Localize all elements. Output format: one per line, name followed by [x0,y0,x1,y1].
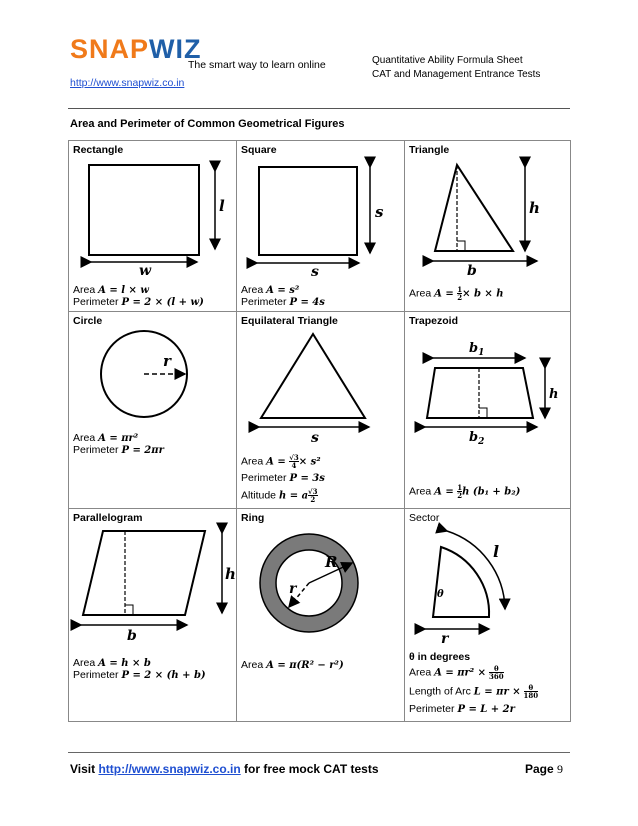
fraction: $\frac{√3}{2}$ [308,487,318,504]
snapwiz-logo: SNAPWIZ [70,34,202,64]
label-b: b [127,628,137,644]
figure-name: Ring [241,512,265,524]
arc-length-formula: Length of Arc L = πr × $\frac{\theta}{180}$ [409,683,539,700]
cell-ring [237,509,405,722]
figure-name: Trapezoid [409,315,459,327]
label-b2: $b_2$ [469,430,485,447]
label-s: s [311,430,319,446]
cell-equilateral-triangle [237,312,405,509]
fraction: $\frac{√3}{4}$ [289,453,299,470]
figure-name: Circle [73,315,103,327]
cell-square [237,141,405,312]
cell-circle [69,312,237,509]
header-url-link[interactable]: http://www.snapwiz.co.in [70,77,185,89]
area-formula: Area A = $\frac{1}{2}$ × b × h [409,285,504,302]
header-divider [68,108,570,109]
footer-text: Visit http://www.snapwiz.co.in for free mock CAT tests [70,762,379,776]
perimeter-formula: Perimeter P = 2 × (l + w) [73,296,204,308]
area-formula: Area A = $\frac{1}{2}$ h (b₁ + b₂) [409,483,521,500]
perimeter-formula: Perimeter P = 2 × (h + b) [73,669,206,681]
footer-divider [68,752,570,753]
figure-name: Square [241,144,277,156]
area-formula: Area A = πr² × $\frac{\theta}{360}$ [409,664,504,681]
perimeter-formula: Perimeter P = 3s [241,472,325,484]
label-h: h [549,387,559,402]
figure-name: Triangle [409,144,450,156]
label-theta: θ [437,589,444,600]
label-h: h [225,565,236,583]
label-r: r [289,581,297,597]
trapezoid-figure [405,312,571,508]
figure-name: Parallelogram [73,512,143,524]
perimeter-formula: Perimeter P = 2πr [73,444,164,456]
altitude-formula: Altitude h = a $\frac{√3}{2}$ [241,487,318,504]
figure-name: Sector [409,512,440,524]
tagline: The smart way to learn online [188,59,326,71]
page-title: Area and Perimeter of Common Geometrical Figures [70,118,345,130]
area-formula: Area A = h × b [73,657,151,669]
label-R: R [325,553,338,571]
header-right-line2: CAT and Management Entrance Tests [372,69,541,80]
footer-link[interactable]: http://www.snapwiz.co.in [98,762,241,776]
label-r: r [163,352,171,370]
cell-triangle [405,141,571,312]
figure-name: Equilateral Triangle [241,315,338,327]
formula-table [68,140,571,722]
perimeter-formula: Perimeter P = L + 2r [409,703,515,715]
area-formula: Area A = π(R² − r²) [241,659,344,671]
cell-trapezoid [405,312,571,509]
area-formula: Area A = πr² [73,432,139,444]
degree-heading: θ in degrees [409,651,471,663]
cell-sector [405,509,571,722]
header-right-text [372,54,540,82]
ring-figure [237,509,405,721]
label-b1: $b_1$ [469,341,485,358]
figure-name: Rectangle [73,144,124,156]
area-formula: Area A = $\frac{√3}{4}$ × s² [241,453,321,470]
area-formula: Area A = s² [241,284,300,296]
label-h: h [529,199,540,217]
label-s-side: s [375,203,384,221]
label-l: l [219,197,225,215]
page-number: Page 9 [525,762,564,776]
label-b: b [467,263,477,279]
cell-parallelogram [69,509,237,722]
fraction: $\frac{1}{2}$ [457,483,463,500]
header-right-line1: Quantitative Ability Formula Sheet [372,55,523,66]
label-r: r [441,631,449,647]
label-l: l [493,542,500,561]
fraction: $\frac{1}{2}$ [457,285,463,302]
label-w: w [139,263,152,279]
parallelogram-figure [69,509,237,721]
area-formula: Area A = l × w [73,284,149,296]
circle-figure [69,312,237,508]
fraction: $\frac{\theta}{360}$ [488,664,504,681]
perimeter-formula: Perimeter P = 4s [241,296,325,308]
label-s-bottom: s [311,264,319,280]
fraction: $\frac{\theta}{180}$ [523,683,539,700]
cell-rectangle [69,141,237,312]
